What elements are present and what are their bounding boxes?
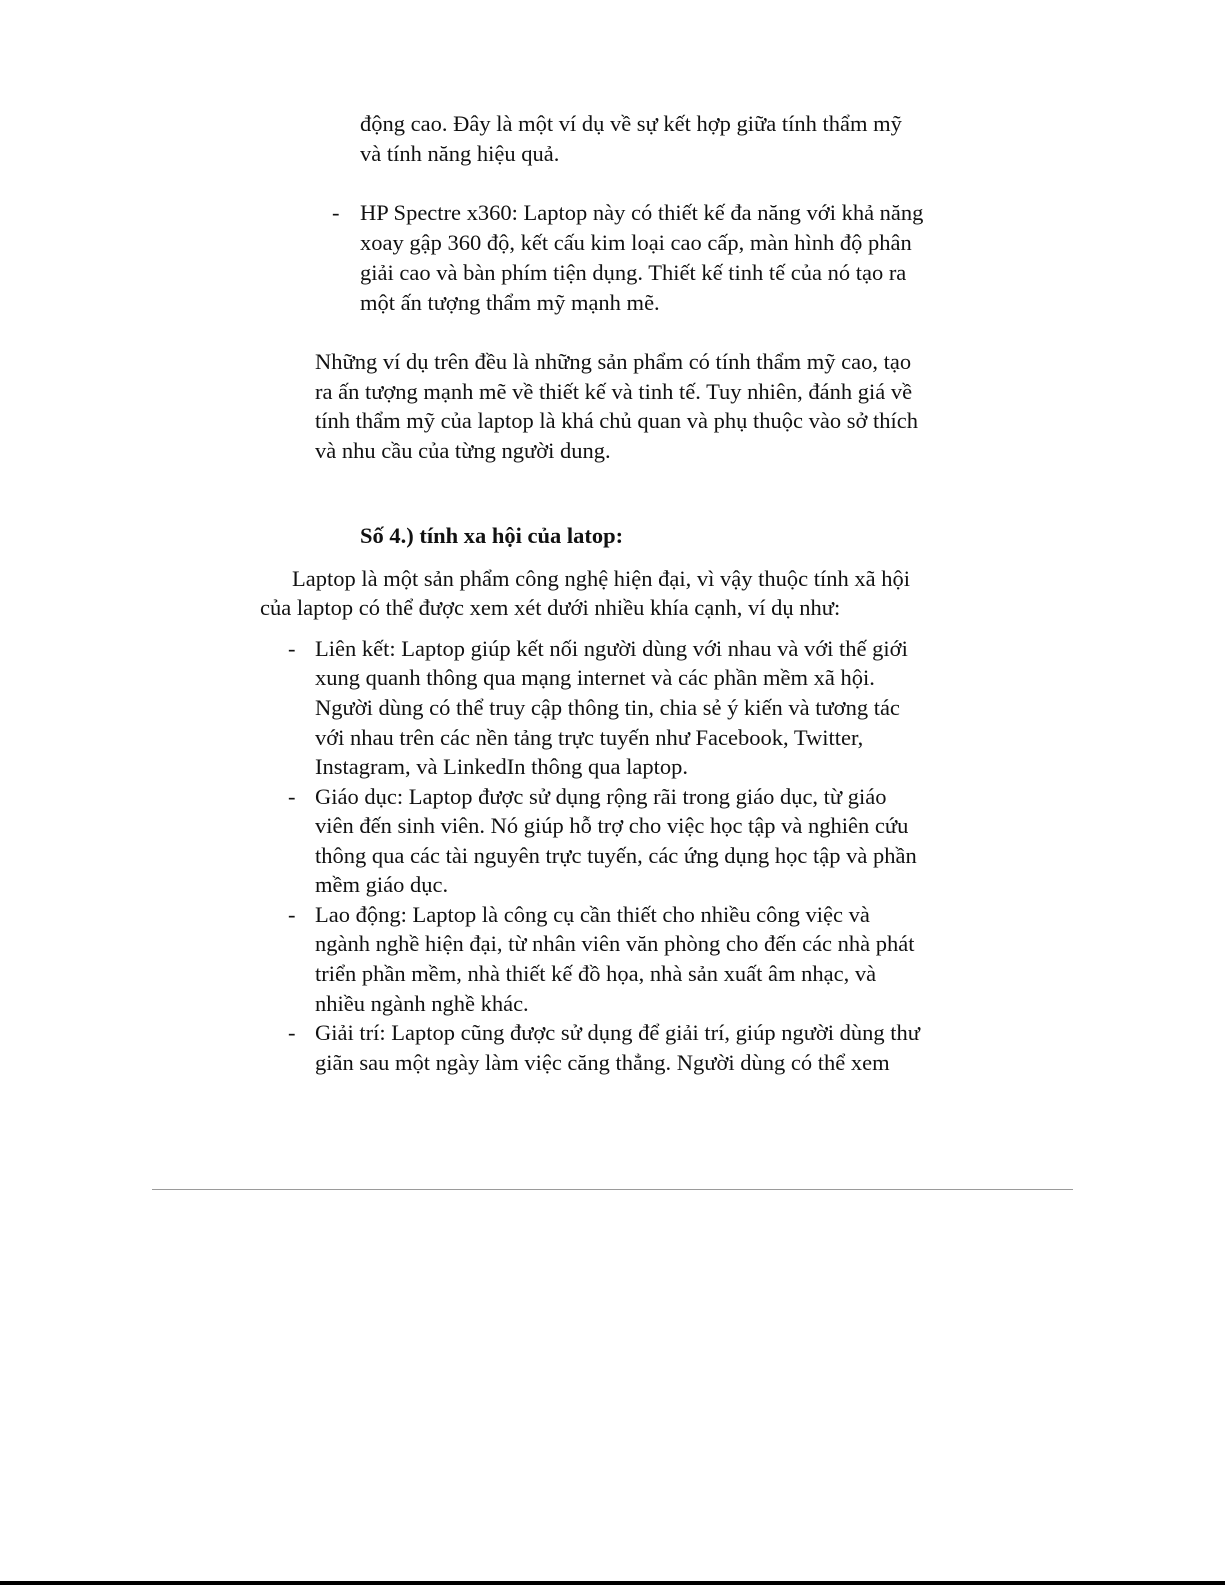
text-line: và tính năng hiệu quả. (360, 141, 560, 166)
bullet-dash: - (288, 1020, 296, 1045)
bullet-dash: - (288, 784, 296, 809)
text-line: triển phần mềm, nhà thiết kế đồ họa, nhà sản xuất âm nhạc, và (315, 961, 877, 986)
text-line: Những ví dụ trên đều là những sản phẩm có tính thẩm mỹ cao, tạo (315, 349, 912, 374)
text-line: với nhau trên các nền tảng trực tuyến như Facebook, Twitter, (315, 725, 864, 750)
page-break-divider (152, 1189, 1073, 1190)
text-line: Người dùng có thể truy cập thông tin, chia sẻ ý kiến và tương tác (315, 695, 900, 720)
section-heading: Số 4.) tính xa hội của latop: (360, 523, 624, 548)
text-line: và nhu cầu của từng người dung. (315, 438, 611, 463)
text-line: nhiều ngành nghề khác. (315, 991, 529, 1016)
text-line: xoay gập 360 độ, kết cấu kim loại cao cấp, màn hình độ phân (360, 230, 912, 255)
text-line: mềm giáo dục. (315, 872, 449, 897)
text-line: một ấn tượng thẩm mỹ mạnh mẽ. (360, 290, 660, 315)
bullet-dash: - (332, 200, 340, 225)
bullet-dash: - (288, 902, 296, 927)
text-line: tính thẩm mỹ của laptop là khá chủ quan và phụ thuộc vào sở thích (315, 408, 919, 433)
text-line: Giải trí: Laptop cũng được sử dụng để giải trí, giúp người dùng thư (315, 1020, 920, 1045)
text-line: của laptop có thể được xem xét dưới nhiều khía cạnh, ví dụ như: (260, 595, 841, 620)
bullet-dash: - (288, 636, 296, 661)
text-line: xung quanh thông qua mạng internet và các phần mềm xã hội. (315, 665, 875, 690)
text-line: Instagram, và LinkedIn thông qua laptop. (315, 754, 689, 779)
text-line: Lao động: Laptop là công cụ cần thiết cho nhiều công việc và (315, 902, 870, 927)
text-line: giãn sau một ngày làm việc căng thẳng. Người dùng có thể xem (315, 1050, 890, 1075)
text-line: Giáo dục: Laptop được sử dụng rộng rãi trong giáo dục, từ giáo (315, 784, 887, 809)
text-line: HP Spectre x360: Laptop này có thiết kế đa năng với khả năng (360, 200, 924, 225)
text-line: ngành nghề hiện đại, từ nhân viên văn phòng cho đến các nhà phát (315, 931, 915, 956)
text-line: động cao. Đây là một ví dụ về sự kết hợp giữa tính thẩm mỹ (360, 111, 902, 136)
text-line: Laptop là một sản phẩm công nghệ hiện đại, vì vậy thuộc tính xã hội (292, 566, 910, 591)
text-line: thông qua các tài nguyên trực tuyến, các ứng dụng học tập và phần (315, 843, 917, 868)
text-line: viên đến sinh viên. Nó giúp hỗ trợ cho việc học tập và nghiên cứu (315, 813, 909, 838)
bottom-edge-bar (0, 1581, 1225, 1585)
text-line: ra ấn tượng mạnh mẽ về thiết kế và tinh tế. Tuy nhiên, đánh giá về (315, 379, 913, 404)
text-line: Liên kết: Laptop giúp kết nối người dùng với nhau và với thế giới (315, 636, 908, 661)
text-line: giải cao và bàn phím tiện dụng. Thiết kế tinh tế của nó tạo ra (360, 260, 907, 285)
